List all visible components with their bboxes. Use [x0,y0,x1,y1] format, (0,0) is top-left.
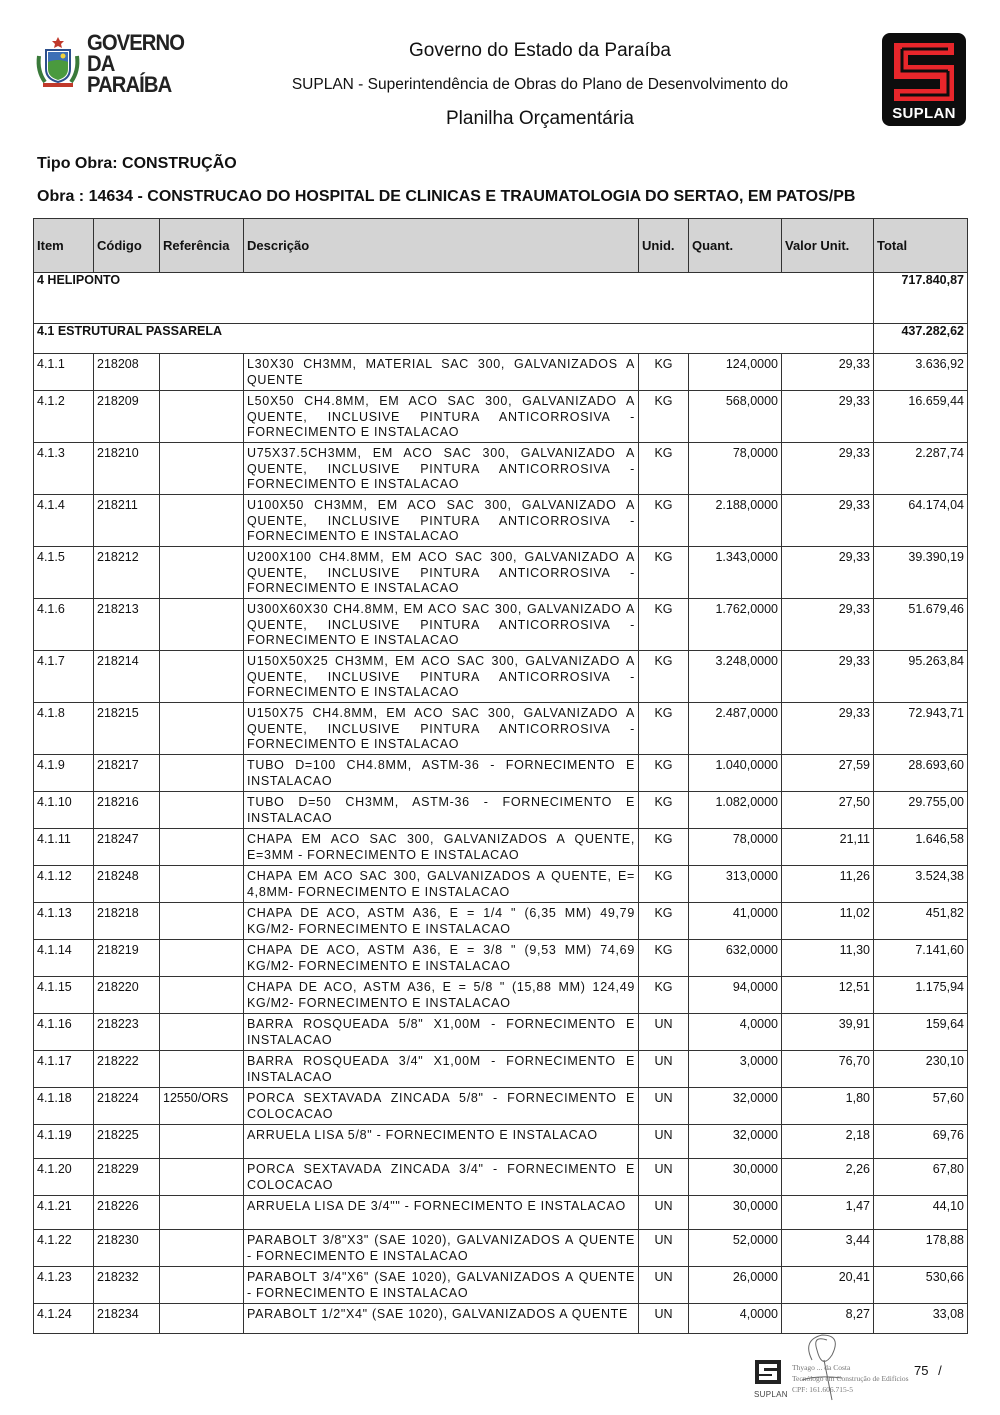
item-cell: 4.1.11 [34,829,94,866]
unid-cell: KG [639,977,689,1014]
item-cell: 4.1.24 [34,1304,94,1334]
valor-unit-cell: 29,33 [782,443,874,495]
col-header-quant: Quant. [689,219,782,273]
valor-unit-cell: 76,70 [782,1051,874,1088]
referencia-cell [160,1014,244,1051]
quant-cell: 30,0000 [689,1196,782,1230]
referencia-cell [160,354,244,391]
total-cell: 230,10 [874,1051,968,1088]
item-cell: 4.1.13 [34,903,94,940]
referencia-cell [160,1304,244,1334]
codigo-cell: 218220 [94,977,160,1014]
total-cell: 3.524,38 [874,866,968,903]
quant-cell: 2.487,0000 [689,703,782,755]
referencia-cell [160,903,244,940]
referencia-cell [160,1267,244,1304]
quant-cell: 632,0000 [689,940,782,977]
subgroup-total: 437.282,62 [874,324,968,354]
col-header-total: Total [874,219,968,273]
descricao-cell: PARABOLT 1/2"X4" (SAE 1020), GALVANIZADOS A QUENTE [244,1304,639,1334]
valor-unit-cell: 29,33 [782,599,874,651]
descricao-cell: PARABOLT 3/4"X6" (SAE 1020), GALVANIZADOS A QUENTE - FORNECIMENTO E INSTALACAO [244,1267,639,1304]
total-cell: 64.174,04 [874,495,968,547]
descricao-cell: CHAPA EM ACO SAC 300, GALVANIZADOS A QUENTE, E= 4,8MM- FORNECIMENTO E INSTALACAO [244,866,639,903]
total-cell: 530,66 [874,1267,968,1304]
referencia-cell: 12550/ORS [160,1088,244,1125]
unid-cell: KG [639,866,689,903]
valor-unit-cell: 2,18 [782,1125,874,1159]
table-row [34,599,968,651]
total-cell: 159,64 [874,1014,968,1051]
unid-cell: KG [639,940,689,977]
quant-cell: 32,0000 [689,1088,782,1125]
unid-cell: UN [639,1304,689,1334]
gov-logo-text [87,29,194,97]
item-cell: 4.1.8 [34,703,94,755]
descricao-cell: U150X75 CH4.8MM, EM ACO SAC 300, GALVANIZADO A QUENTE, INCLUSIVE PINTURA ANTICORROSIVA - FORNECIMENTO E INSTALACAO [244,703,639,755]
codigo-cell: 218226 [94,1196,160,1230]
unid-cell: KG [639,354,689,391]
codigo-cell: 218210 [94,443,160,495]
quant-cell: 1.762,0000 [689,599,782,651]
descricao-cell: U300X60X30 CH4.8MM, EM ACO SAC 300, GALVANIZADO A QUENTE, INCLUSIVE PINTURA ANTICORROSIVA - FORNECIMENTO E INSTALACAO [244,599,639,651]
item-cell: 4.1.10 [34,792,94,829]
table-row [34,940,968,977]
unid-cell: KG [639,792,689,829]
codigo-cell: 218213 [94,599,160,651]
item-cell: 4.1.19 [34,1125,94,1159]
referencia-cell [160,651,244,703]
descricao-cell: U75X37.5CH3MM, EM ACO SAC 300, GALVANIZADO A QUENTE, INCLUSIVE PINTURA ANTICORROSIVA - FORNECIMENTO E INSTALACAO [244,443,639,495]
codigo-cell: 218247 [94,829,160,866]
table-row [34,903,968,940]
page-header [0,0,1000,140]
valor-unit-cell: 11,02 [782,903,874,940]
unid-cell: KG [639,391,689,443]
descricao-cell: L30X30 CH3MM, MATERIAL SAC 300, GALVANIZADOS A QUENTE [244,354,639,391]
group-label: 4 HELIPONTO [34,273,874,324]
quant-cell: 32,0000 [689,1125,782,1159]
referencia-cell [160,443,244,495]
quant-cell: 26,0000 [689,1267,782,1304]
quant-cell: 3,0000 [689,1051,782,1088]
total-cell: 95.263,84 [874,651,968,703]
table-row [34,755,968,792]
unid-cell: UN [639,1267,689,1304]
item-cell: 4.1.5 [34,547,94,599]
valor-unit-cell: 27,50 [782,792,874,829]
unid-cell: KG [639,755,689,792]
referencia-cell [160,792,244,829]
table-row [34,391,968,443]
codigo-cell: 218217 [94,755,160,792]
signer-id: CPF: 161.606.715-5 [792,1385,854,1394]
quant-cell: 78,0000 [689,829,782,866]
item-cell: 4.1.9 [34,755,94,792]
item-cell: 4.1.14 [34,940,94,977]
descricao-cell: U100X50 CH3MM, EM ACO SAC 300, GALVANIZADO A QUENTE, INCLUSIVE PINTURA ANTICORROSIVA - FORNECIMENTO E INSTALACAO [244,495,639,547]
referencia-cell [160,940,244,977]
quant-cell: 2.188,0000 [689,495,782,547]
total-cell: 72.943,71 [874,703,968,755]
total-cell: 1.646,58 [874,829,968,866]
item-cell: 4.1.18 [34,1088,94,1125]
table-row [34,1125,968,1159]
valor-unit-cell: 29,33 [782,354,874,391]
table-row [34,1304,968,1334]
page-number: 75 / [914,1363,942,1378]
item-cell: 4.1.20 [34,1159,94,1196]
descricao-cell: U150X50X25 CH3MM, EM ACO SAC 300, GALVANIZADO A QUENTE, INCLUSIVE PINTURA ANTICORROSIVA - FORNECIMENTO E INSTALACAO [244,651,639,703]
referencia-cell [160,1230,244,1267]
descricao-cell: U200X100 CH4.8MM, EM ACO SAC 300, GALVANIZADO A QUENTE, INCLUSIVE PINTURA ANTICORROSIVA - FORNECIMENTO E INSTALACAO [244,547,639,599]
valor-unit-cell: 27,59 [782,755,874,792]
codigo-cell: 218232 [94,1267,160,1304]
referencia-cell [160,703,244,755]
valor-unit-cell: 39,91 [782,1014,874,1051]
total-cell: 16.659,44 [874,391,968,443]
codigo-cell: 218218 [94,903,160,940]
quant-cell: 52,0000 [689,1230,782,1267]
descricao-cell: PORCA SEXTAVADA ZINCADA 3/4" - FORNECIMENTO E COLOCACAO [244,1159,639,1196]
signature-stamp [792,1362,909,1395]
unid-cell: KG [639,703,689,755]
valor-unit-cell: 29,33 [782,391,874,443]
codigo-cell: 218212 [94,547,160,599]
total-cell: 51.679,46 [874,599,968,651]
valor-unit-cell: 29,33 [782,651,874,703]
unid-cell: UN [639,1196,689,1230]
table-row [34,1088,968,1125]
referencia-cell [160,1125,244,1159]
referencia-cell [160,1159,244,1196]
descricao-cell: BARRA ROSQUEADA 3/4" X1,00M - FORNECIMENTO E INSTALACAO [244,1051,639,1088]
item-cell: 4.1.12 [34,866,94,903]
agency-title: SUPLAN - Superintendência de Obras do Plano de Desenvolvimento do [291,76,789,93]
valor-unit-cell: 29,33 [782,547,874,599]
item-cell: 4.1.6 [34,599,94,651]
unid-cell: KG [639,443,689,495]
referencia-cell [160,977,244,1014]
col-header-item: Item [34,219,94,273]
descricao-cell: ARRUELA LISA 5/8" - FORNECIMENTO E INSTALACAO [244,1125,639,1159]
quant-cell: 4,0000 [689,1014,782,1051]
item-cell: 4.1.21 [34,1196,94,1230]
col-header-valor-unit: Valor Unit. [782,219,874,273]
referencia-cell [160,599,244,651]
total-cell: 451,82 [874,903,968,940]
budget-table [33,218,968,1334]
codigo-cell: 218211 [94,495,160,547]
gov-logo-line2: DA PARAÍBA [87,50,172,97]
unid-cell: UN [639,1088,689,1125]
total-cell: 28.693,60 [874,755,968,792]
item-cell: 4.1.22 [34,1230,94,1267]
item-cell: 4.1.2 [34,391,94,443]
valor-unit-cell: 2,26 [782,1159,874,1196]
item-cell: 4.1.3 [34,443,94,495]
referencia-cell [160,755,244,792]
table-row [34,443,968,495]
codigo-cell: 218209 [94,391,160,443]
referencia-cell [160,866,244,903]
unid-cell: KG [639,547,689,599]
codigo-cell: 218248 [94,866,160,903]
unid-cell: KG [639,651,689,703]
table-row [34,829,968,866]
codigo-cell: 218225 [94,1125,160,1159]
total-cell: 178,88 [874,1230,968,1267]
total-cell: 33,08 [874,1304,968,1334]
codigo-cell: 218222 [94,1051,160,1088]
suplan-logo-label: SUPLAN [892,105,956,122]
group-row [34,273,968,324]
total-cell: 57,60 [874,1088,968,1125]
descricao-cell: PORCA SEXTAVADA ZINCADA 5/8" - FORNECIMENTO E COLOCACAO [244,1088,639,1125]
descricao-cell: BARRA ROSQUEADA 5/8" X1,00M - FORNECIMENTO E INSTALACAO [244,1014,639,1051]
unid-cell: KG [639,495,689,547]
table-row [34,866,968,903]
valor-unit-cell: 3,44 [782,1230,874,1267]
valor-unit-cell: 11,30 [782,940,874,977]
unid-cell: KG [639,903,689,940]
subgroup-row [34,324,968,354]
title-block [230,38,850,132]
table-row [34,1230,968,1267]
quant-cell: 568,0000 [689,391,782,443]
total-cell: 1.175,94 [874,977,968,1014]
paraiba-coat-of-arms-icon [33,36,83,90]
item-cell: 4.1.7 [34,651,94,703]
table-row [34,1051,968,1088]
unid-cell: UN [639,1159,689,1196]
codigo-cell: 218216 [94,792,160,829]
codigo-cell: 218224 [94,1088,160,1125]
item-cell: 4.1.4 [34,495,94,547]
col-header-referencia: Referência [160,219,244,273]
total-cell: 2.287,74 [874,443,968,495]
table-header-row [34,219,968,273]
unid-cell: UN [639,1014,689,1051]
table-row [34,547,968,599]
valor-unit-cell: 20,41 [782,1267,874,1304]
valor-unit-cell: 21,11 [782,829,874,866]
table-row [34,703,968,755]
descricao-cell: L50X50 CH4.8MM, EM ACO SAC 300, GALVANIZADO A QUENTE, INCLUSIVE PINTURA ANTICORROSIVA - FORNECIMENTO E INSTALACAO [244,391,639,443]
signer-role: Tecnólogo em Construção de Edifícios [792,1374,909,1383]
table-row [34,495,968,547]
unid-cell: UN [639,1230,689,1267]
descricao-cell: PARABOLT 3/8"X3" (SAE 1020), GALVANIZADOS A QUENTE - FORNECIMENTO E INSTALACAO [244,1230,639,1267]
valor-unit-cell: 1,80 [782,1088,874,1125]
referencia-cell [160,1051,244,1088]
total-cell: 3.636,92 [874,354,968,391]
unid-cell: UN [639,1125,689,1159]
referencia-cell [160,1196,244,1230]
referencia-cell [160,495,244,547]
referencia-cell [160,547,244,599]
codigo-cell: 218230 [94,1230,160,1267]
valor-unit-cell: 8,27 [782,1304,874,1334]
codigo-cell: 218208 [94,354,160,391]
total-cell: 39.390,19 [874,547,968,599]
quant-cell: 313,0000 [689,866,782,903]
referencia-cell [160,829,244,866]
table-row [34,1196,968,1230]
state-title: Governo do Estado da Paraíba [409,40,671,61]
descricao-cell: CHAPA DE ACO, ASTM A36, E = 3/8 " (9,53 MM) 74,69 KG/M2- FORNECIMENTO E INSTALACAO [244,940,639,977]
unid-cell: UN [639,1051,689,1088]
quant-cell: 78,0000 [689,443,782,495]
codigo-cell: 218214 [94,651,160,703]
group-total: 717.840,87 [874,273,968,324]
unid-cell: KG [639,599,689,651]
suplan-stamp-icon [755,1360,781,1384]
unid-cell: KG [639,829,689,866]
quant-cell: 124,0000 [689,354,782,391]
tipo-obra: Tipo Obra: CONSTRUÇÃO [37,155,237,172]
stamp-label: SUPLAN [754,1390,788,1399]
item-cell: 4.1.15 [34,977,94,1014]
descricao-cell: TUBO D=50 CH3MM, ASTM-36 - FORNECIMENTO E INSTALACAO [244,792,639,829]
page-footer [752,1330,972,1405]
governo-paraiba-logo [33,29,203,97]
valor-unit-cell: 29,33 [782,495,874,547]
descricao-cell: ARRUELA LISA DE 3/4"" - FORNECIMENTO E INSTALACAO [244,1196,639,1230]
gov-logo-line1: GOVERNO [87,29,185,55]
signer-name: Thyago ... da Costa [792,1363,851,1372]
table-row [34,1159,968,1196]
quant-cell: 1.082,0000 [689,792,782,829]
codigo-cell: 218215 [94,703,160,755]
item-cell: 4.1.17 [34,1051,94,1088]
quant-cell: 30,0000 [689,1159,782,1196]
col-header-codigo: Código [94,219,160,273]
suplan-s-icon [890,41,958,103]
obra-title: Obra : 14634 - CONSTRUCAO DO HOSPITAL DE CLINICAS E TRAUMATOLOGIA DO SERTAO, EM PATOS/PB [37,188,856,205]
codigo-cell: 218223 [94,1014,160,1051]
subgroup-label: 4.1 ESTRUTURAL PASSARELA [34,324,874,354]
valor-unit-cell: 29,33 [782,703,874,755]
table-row [34,977,968,1014]
descricao-cell: CHAPA DE ACO, ASTM A36, E = 1/4 " (6,35 MM) 49,79 KG/M2- FORNECIMENTO E INSTALACAO [244,903,639,940]
quant-cell: 41,0000 [689,903,782,940]
codigo-cell: 218229 [94,1159,160,1196]
col-header-unid: Unid. [639,219,689,273]
total-cell: 7.141,60 [874,940,968,977]
codigo-cell: 218219 [94,940,160,977]
col-header-descricao: Descrição [244,219,639,273]
valor-unit-cell: 1,47 [782,1196,874,1230]
quant-cell: 94,0000 [689,977,782,1014]
item-cell: 4.1.16 [34,1014,94,1051]
table-row [34,354,968,391]
descricao-cell: CHAPA DE ACO, ASTM A36, E = 5/8 " (15,88 MM) 124,49 KG/M2- FORNECIMENTO E INSTALACAO [244,977,639,1014]
total-cell: 69,76 [874,1125,968,1159]
table-row [34,1267,968,1304]
total-cell: 44,10 [874,1196,968,1230]
document-title: Planilha Orçamentária [446,108,634,129]
table-row [34,651,968,703]
quant-cell: 1.040,0000 [689,755,782,792]
quant-cell: 4,0000 [689,1304,782,1334]
total-cell: 67,80 [874,1159,968,1196]
descricao-cell: TUBO D=100 CH4.8MM, ASTM-36 - FORNECIMENTO E INSTALACAO [244,755,639,792]
valor-unit-cell: 12,51 [782,977,874,1014]
table-row [34,1014,968,1051]
descricao-cell: CHAPA EM ACO SAC 300, GALVANIZADOS A QUENTE, E=3MM - FORNECIMENTO E INSTALACAO [244,829,639,866]
suplan-logo [882,33,966,126]
quant-cell: 3.248,0000 [689,651,782,703]
table-row [34,792,968,829]
valor-unit-cell: 11,26 [782,866,874,903]
total-cell: 29.755,00 [874,792,968,829]
item-cell: 4.1.23 [34,1267,94,1304]
referencia-cell [160,391,244,443]
item-cell: 4.1.1 [34,354,94,391]
quant-cell: 1.343,0000 [689,547,782,599]
codigo-cell: 218234 [94,1304,160,1334]
